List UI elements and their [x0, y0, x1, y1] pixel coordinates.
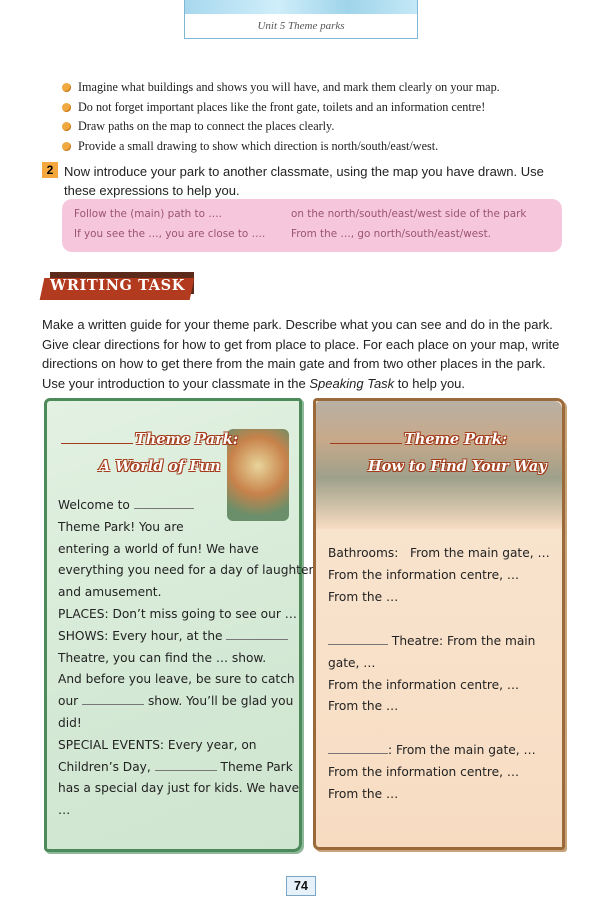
list-item: Provide a small drawing to show which direction is north/south/east/west. [62, 137, 582, 157]
left-card-subtitle: A World of Fun [99, 458, 221, 475]
list-item: Imagine what buildings and shows you will have, and mark them clearly on your map. [62, 78, 582, 98]
expression: If you see the …, you are close to …. [74, 228, 266, 240]
right-card-body-2: Theatre: From the main gate, … From the information centre, … From the … [328, 634, 536, 714]
list-item: Draw paths on the map to connect the places clearly. [62, 117, 582, 137]
right-card-body-3: : From the main gate, … From the information centre, … From the … [328, 743, 536, 801]
bullet-icon [62, 142, 71, 151]
expression: Follow the (main) path to …. [74, 208, 222, 220]
writing-task-instructions: Make a written guide for your theme park. Describe what you can see and do in the park. Give clear directions for how to get from place to place. For each place on your map, write directions on how to get there from the main gate and from two other places in the park. Use your introduction to your classmate in the Speaking Task to help you. [42, 317, 560, 391]
expression: on the north/south/east/west side of the park [291, 208, 527, 220]
instruction-list [62, 78, 582, 157]
blank-line[interactable] [328, 644, 388, 645]
bullet-icon [62, 122, 71, 131]
writing-task-heading: WRITING TASK [42, 272, 194, 300]
task-number-badge: 2 [42, 162, 58, 178]
left-card-body: Welcome to Theme Park! You are entering a world of fun! We have everything you need for a day of laughter and amusement. PLACES: Don’t miss going to see our … SHOWS: Every hour, at the Theatre, you can find the … show. And before you leave, be sure to catch our show. You’ll be glad you did! SPECIAL EVENTS: Every year, on Children’s Day, Theme Park has a special day just for kids. We have … [58, 498, 314, 818]
expression: From the …, go north/south/east/west. [291, 228, 491, 240]
blank-line[interactable] [226, 639, 288, 640]
bullet-icon [62, 103, 71, 112]
blank-line[interactable] [134, 508, 194, 509]
expressions-box [62, 199, 562, 252]
right-card-subtitle: How to Find Your Way [368, 458, 547, 475]
speaking-task-ref: Speaking Task [309, 375, 395, 391]
bullet-icon [62, 83, 71, 92]
blank-line[interactable] [155, 770, 217, 771]
task-2 [42, 162, 572, 200]
task-2-text: Now introduce your park to another classmate, using the map you have drawn. Use these expressions to help you. [64, 164, 544, 198]
left-card-title: Theme Park: [135, 431, 239, 448]
guide-card-right [313, 398, 565, 850]
list-item: Do not forget important places like the front gate, toilets and an information centre! [62, 98, 582, 118]
right-card-body-1: Bathrooms: From the main gate, … From the information centre, … From the … [328, 546, 550, 604]
unit-banner [184, 0, 418, 39]
blank-line[interactable] [328, 753, 388, 754]
banner-sky-image [185, 0, 417, 14]
guide-card-left [44, 398, 314, 852]
page-number: 74 [286, 876, 316, 896]
unit-title: Unit 5 Theme parks [257, 20, 345, 32]
blank-line[interactable] [82, 704, 144, 705]
right-card-title: Theme Park: [404, 431, 508, 448]
